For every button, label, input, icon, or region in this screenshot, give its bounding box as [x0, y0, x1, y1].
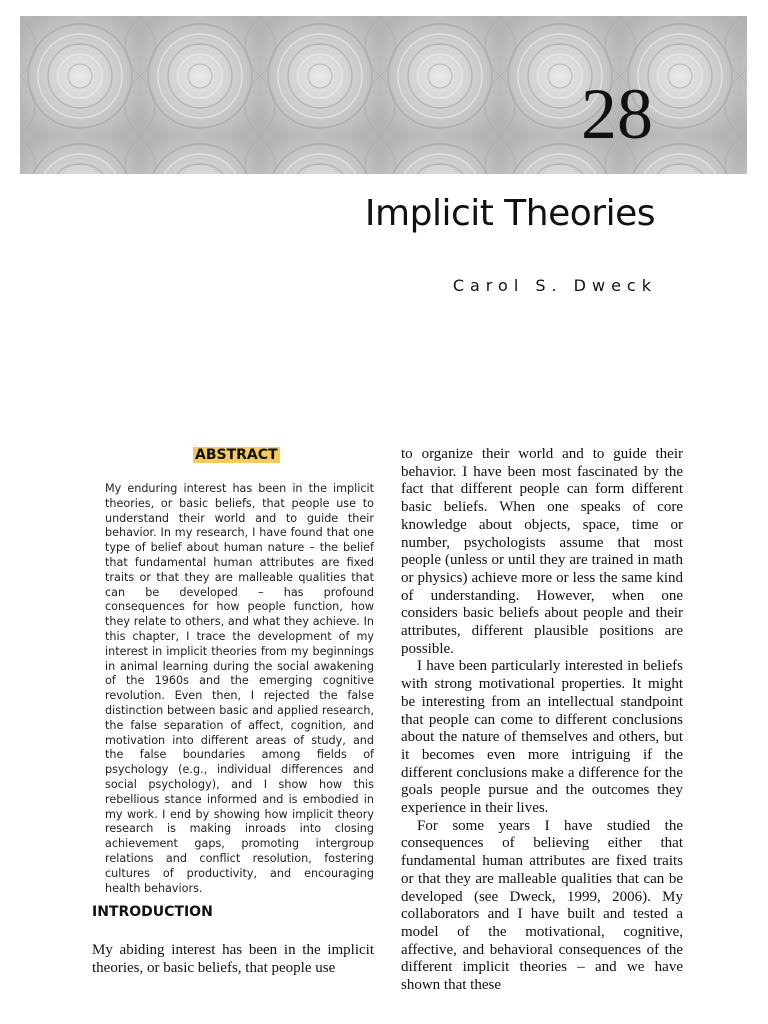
chapter-title: Implicit Theories — [364, 193, 655, 234]
body-paragraph: For some years I have studied the consequences of believing either that fundamental human attributes are fixed traits or that they are malleable qualities that can be developed (see Dweck, 1999, 2006). My collaborators and I have built and tested a model of the motivational, cognitive, affective, and behavioral consequences of the different implicit theories – and we have shown that these — [401, 817, 683, 994]
introduction-text: My abiding interest has been in the implicit theories, or basic beliefs, that people use — [92, 942, 374, 976]
body-paragraph: to organize their world and to guide their behavior. I have been most fascinated by the fact that different people can form different basic beliefs. When one speaks of core knowledge about objects, space, time or number, psychologists assume that most people (unless or until they are trained in math or physics) achieve more or less the same kind of understanding. However, when one considers basic beliefs about people and their attributes, different plausible positions are possible. — [401, 446, 683, 657]
right-column — [401, 446, 683, 995]
abstract-text: My enduring interest has been in the implicit theories, or basic beliefs, that people use to understand their world and to guide their behavior. In my research, I have found that one type of belief about human nature – the belief that fundamental human attributes are fixed traits or that they are malleable qualities that can be developed – has profound consequences for how people function, how they relate to others, and what they achieve. In this chapter, I trace the development of my interest in implicit theories from my beginnings in animal learning during the social awakening of the 1960s and the emerging cognitive revolution. Even then, I rejected the false distinction between basic and applied research, the false separation of affect, cognition, and motivation into different areas of study, and the false boundaries among fields of psychology (e.g., individual differences and social psychology), and I show how this rebellious stance informed and is embodied in my work. I end by showing how implicit theory research is making inroads into closing achievement gaps, promoting intergroup relations and conflict resolution, fostering cultures of productivity, and encouraging health behaviors. — [105, 482, 374, 895]
author-name: Carol S. Dweck — [452, 276, 657, 295]
body-paragraph: I have been particularly interested in beliefs with strong motivational properties. It might be interesting from an intellectual standpoint that people can come to different conclusions about the nature of themselves and others, but it becomes even more intriguing if the different conclusions make a difference for the goals people pursue and the outcomes they experience in their lives. — [401, 658, 683, 817]
introduction-heading: INTRODUCTION — [92, 904, 213, 920]
chapter-number: 28 — [581, 74, 653, 154]
abstract-heading: ABSTRACT — [195, 447, 278, 463]
